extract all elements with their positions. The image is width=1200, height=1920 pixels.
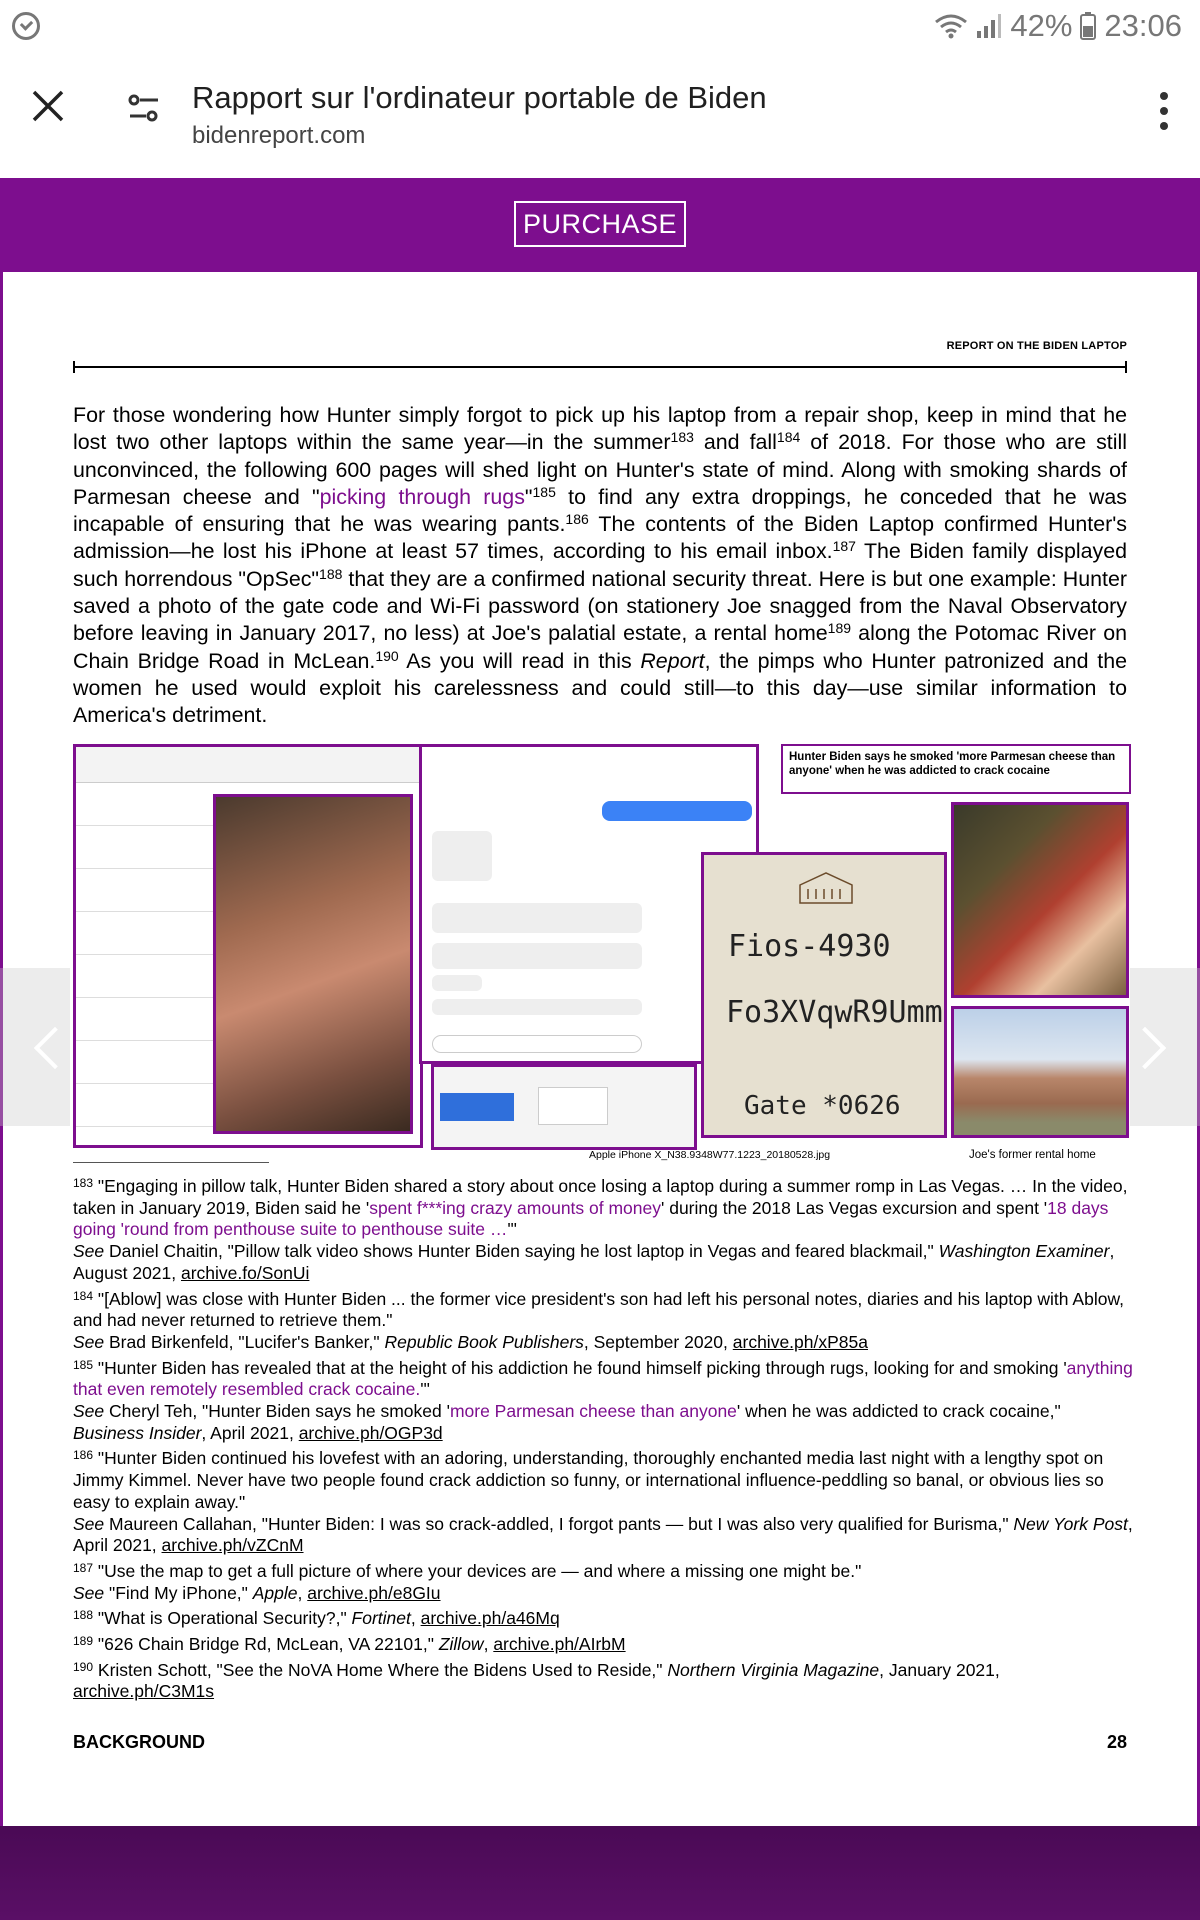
footnote-189: $^{189}$ "626 Chain Bridge Rd, McLean, VA 22101," Zillow, archive.ph/AIrbM xyxy=(73,1634,626,1655)
mail-item xyxy=(76,783,216,826)
quote-link[interactable]: anything that even remotely resembled crack cocaine. xyxy=(73,1357,1133,1400)
archive-link-185[interactable]: archive.ph/OGP3d xyxy=(298,1422,443,1443)
close-icon[interactable] xyxy=(28,86,68,126)
page-settings-icon[interactable] xyxy=(126,88,162,128)
battery-icon xyxy=(1080,12,1096,40)
footnote-rule xyxy=(73,1162,269,1163)
mail-toolbar xyxy=(76,747,420,783)
body-text-2: and fall xyxy=(693,430,777,455)
document-page xyxy=(3,272,1197,1826)
footnote-186: $^{186}$ "Hunter Biden continued his lovefest with an adoring, understanding, thoroughly enchanted media last night with a lengthy spot on Jimmy Kimmel. Never have two people found crack addiction so funny, or international influence-peddling so banal, or obvious lies so easy to explain away." See Maureen Callahan, "Hunter Biden: I was so crack-addled, I forgot pants — but I was also very qualified for Burisma," New York Post, April 2021, archive.ph/vZCnM xyxy=(73,1448,1133,1556)
quote-link[interactable]: 18 days going 'round from penthouse suite to penthouse suite … xyxy=(73,1197,1109,1240)
body-text-11: , the pimps who Hunter patronized and the women he used would exploit his carelessness and could still—to this day—use similar information to America's detriment. xyxy=(73,648,1127,728)
body-text-5: to find any extra droppings, he conceded that he was incapable of ensuring that he was wearing pants. xyxy=(73,484,1127,537)
clock: 23:06 xyxy=(1104,8,1182,43)
body-text-1: For those wondering how Hunter simply forgot to pick up his laptop from a repair shop, keep in mind that he lost two other laptops within the same year—in the summer xyxy=(73,403,1127,455)
footnote-ref-188[interactable]: 188 xyxy=(319,565,343,582)
portrait-photo xyxy=(213,794,413,1134)
purchase-banner xyxy=(0,178,1200,272)
message-bubble xyxy=(432,999,642,1015)
files-screenshot xyxy=(431,1064,697,1150)
body-paragraph xyxy=(73,402,1127,730)
wifi-icon xyxy=(934,13,968,39)
parmesan-photo xyxy=(951,802,1129,998)
gate-code-note-photo xyxy=(701,852,947,1138)
body-text-4: " xyxy=(524,484,533,509)
header-rule xyxy=(73,366,1127,368)
quote-link-picking-through-rugs[interactable]: picking through rugs xyxy=(319,484,525,509)
purchase-button[interactable]: PURCHASE xyxy=(514,201,686,247)
selected-file-row xyxy=(440,1093,514,1121)
footnote-185: $^{185}$ "Hunter Biden has revealed that at the height of his addiction he found himself picking through rugs, looking for and smoking 'anything that even remotely resembled crack cocaine.'" See Cheryl Teh, "Hunter Biden says he smoked 'more Parmesan cheese than anyone' when he was addicted to crack cocaine," Business Insider, April 2021, archive.ph/OGP3d xyxy=(73,1357,1133,1443)
footnote-183: $^{183}$ "Engaging in pillow talk, Hunter Biden shared a story about once losing a laptop during a summer romp in Las Vegas. … In the video, taken in January 2019, Biden said he 'spent f***ing crazy amounts of money' during the 2018 Las Vegas excursion and spent '18 days going 'round from penthouse suite to penthouse suite …'" See Daniel Chaitin, "Pillow talk video shows Hunter Biden saying he lost laptop in Vegas and feared blackmail," Washington Examiner, August 2021, archive.fo/SonUi xyxy=(73,1176,1128,1283)
archive-link-186[interactable]: archive.ph/vZCnM xyxy=(161,1535,304,1556)
body-text-10: As you will read in this xyxy=(398,648,641,673)
running-header: REPORT ON THE BIDEN LAPTOP xyxy=(946,340,1127,352)
note-wifi-name: Fios-4930 xyxy=(728,929,891,964)
more-options-icon[interactable] xyxy=(1158,92,1170,134)
archive-link-189[interactable]: archive.ph/AIrbM xyxy=(493,1634,626,1655)
page-url: bidenreport.com xyxy=(192,122,366,149)
mail-item xyxy=(76,826,216,869)
footnote-ref-184[interactable]: 184 xyxy=(776,429,801,446)
archive-link-188[interactable]: archive.ph/a46Mq xyxy=(420,1608,560,1629)
evidence-collage xyxy=(73,744,1129,1164)
bottom-bar xyxy=(0,1826,1200,1920)
body-text-report-italic: Report xyxy=(640,648,705,673)
rental-home-photo xyxy=(951,1006,1129,1138)
footnote-ref-183[interactable]: 183 xyxy=(670,429,694,446)
footnote-190: $^{190}$ Kristen Schott, "See the NoVA Home Where the Bidens Used to Reside," Northern Virginia Magazine, January 2021, archive.ph/C3M1s xyxy=(73,1659,1000,1702)
quote-link[interactable]: more Parmesan cheese than anyone xyxy=(449,1401,737,1422)
footnote-ref-190[interactable]: 190 xyxy=(375,647,399,664)
message-bubble xyxy=(432,943,642,969)
archive-link-187[interactable]: archive.ph/e8GIu xyxy=(307,1582,441,1603)
house-letterhead-icon xyxy=(796,869,856,905)
body-text-6: The contents of the Biden Laptop confirmed Hunter's admission—he lost his iPhone at least 57 times, according to his email inbox. xyxy=(73,512,1127,564)
footnote-187: $^{187}$ "Use the map to get a full picture of where your devices are — and where a missing one might be." See "Find My iPhone," Apple, archive.ph/e8GIu xyxy=(73,1560,862,1603)
status-icons xyxy=(934,8,1182,44)
archive-link-190[interactable]: archive.ph/C3M1s xyxy=(73,1681,215,1702)
footnote-ref-185[interactable]: 185 xyxy=(532,483,556,500)
mail-item xyxy=(76,869,216,912)
archive-link-184[interactable]: archive.ph/xP85a xyxy=(732,1331,868,1352)
footnote-188: $^{188}$ "What is Operational Security?," Fortinet, archive.ph/a46Mq xyxy=(73,1608,560,1629)
footnote-184: $^{184}$ "[Ablow] was close with Hunter Biden ... the former vice president's son had left his personal notes, diaries and his laptop with Ablow, and had never returned to retrieve them." See Brad Birkenfeld, "Lucifer's Banker," Republic Book Publishers, September 2020, archive.ph/xP85a xyxy=(73,1288,1124,1352)
footnote-ref-186[interactable]: 186 xyxy=(565,511,589,528)
body-text-8: that they are a confirmed national security threat. Here is but one example: Hunter saved a photo of the gate code and Wi-Fi password (on stationery Joe snagged from the Naval Observatory before leaving in January 2017, no less) at Joe's palatial estate, a rental home xyxy=(73,566,1127,646)
footnote-ref-187[interactable]: 187 xyxy=(832,538,856,555)
body-text-7: The Biden family displayed such horrendous "OpSec" xyxy=(73,539,1127,591)
battery-percent: 42% xyxy=(1010,8,1073,43)
notification-check-icon xyxy=(12,12,40,40)
message-input xyxy=(432,1035,642,1053)
archive-link-183[interactable]: archive.fo/SonUi xyxy=(181,1262,310,1283)
message-bubble xyxy=(432,903,642,933)
page-title: Rapport sur l'ordinateur portable de Biden xyxy=(192,80,767,115)
body-text-3: of 2018. For those who are still unconvinced, the following 600 pages will shed light on Hunter's state of mind. Along with smoking shards of Parmesan cheese and " xyxy=(73,430,1128,509)
mail-item xyxy=(76,955,216,998)
status-bar xyxy=(0,0,1200,52)
mail-item xyxy=(76,912,216,955)
note-gate-code: Gate *0626 xyxy=(744,1091,901,1121)
section-footer: BACKGROUND xyxy=(73,1732,205,1752)
photo-caption-iphone: Apple iPhone X_N38.9348W77.1223_20180528.jpg xyxy=(589,1149,831,1161)
news-headline: Hunter Biden says he smoked 'more Parmesan cheese than anyone' when he was addicted to crack cocaine xyxy=(789,751,1116,777)
app-bar xyxy=(0,52,1200,178)
quote-link[interactable]: spent f***ing crazy amounts of money xyxy=(369,1197,662,1218)
message-bubble xyxy=(432,975,482,991)
news-headline-box xyxy=(781,744,1131,794)
photo-caption-rental-home: Joe's former rental home xyxy=(969,1149,1096,1161)
file-preview xyxy=(538,1087,608,1125)
signal-icon xyxy=(976,13,1002,39)
footnote-ref-189[interactable]: 189 xyxy=(827,620,852,637)
attachment-bubble xyxy=(432,831,492,881)
body-text-9: along the Potomac River on Chain Bridge Road in McLean. xyxy=(73,621,1127,673)
mail-item xyxy=(76,1084,216,1127)
footnotes xyxy=(73,1176,1133,1707)
message-bubble-sent xyxy=(602,801,752,821)
mail-item xyxy=(76,1041,216,1084)
mail-item xyxy=(76,998,216,1041)
note-wifi-password: Fo3XVqwR9Umm xyxy=(726,995,943,1030)
page-number: 28 xyxy=(1106,1732,1127,1752)
